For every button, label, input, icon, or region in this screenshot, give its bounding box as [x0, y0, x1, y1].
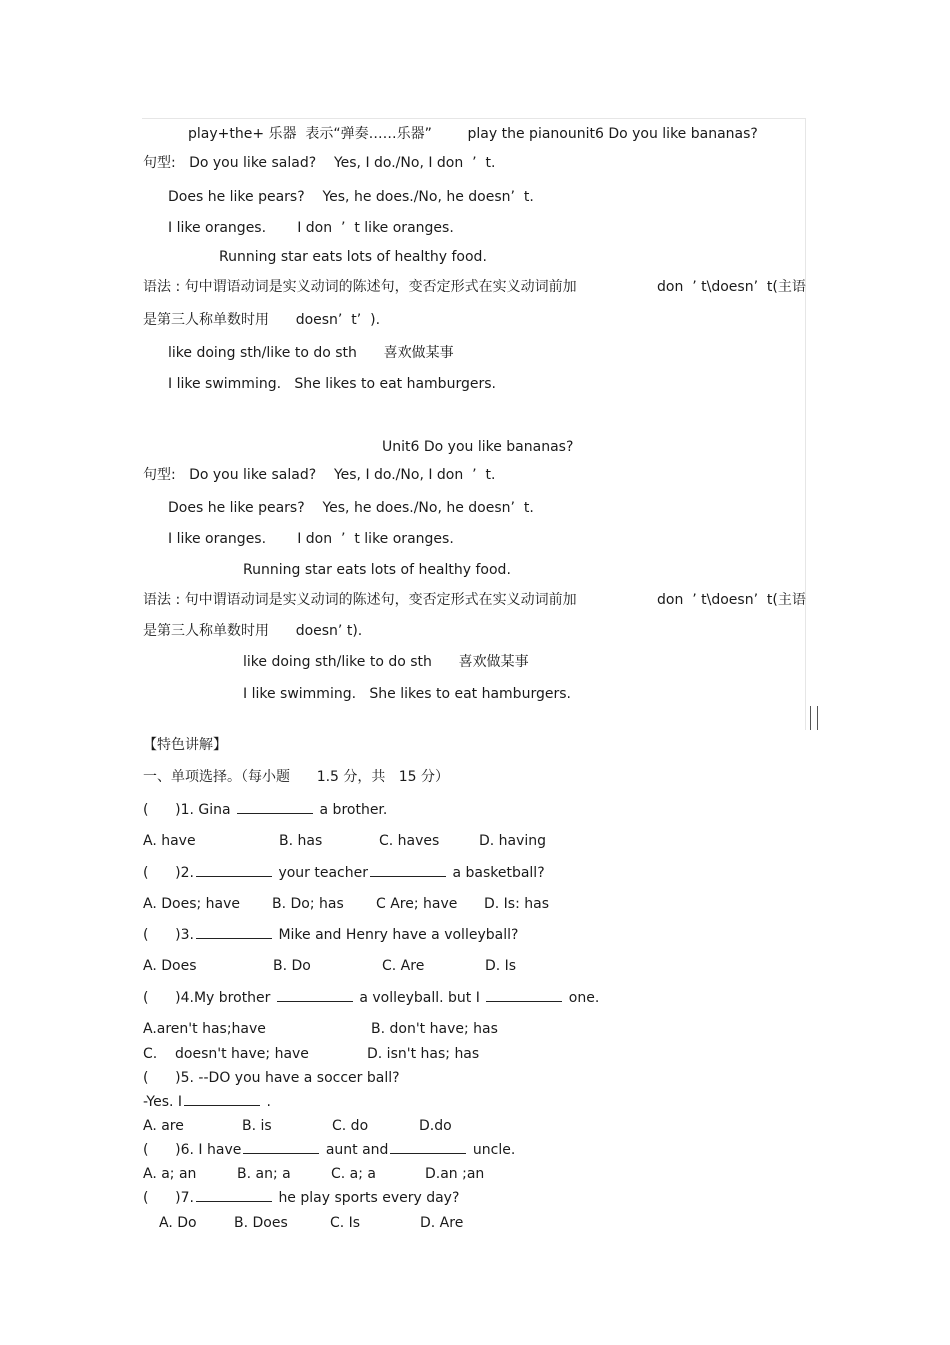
- q3-option-c: C. Are: [382, 958, 425, 974]
- q3-blank[interactable]: [196, 926, 272, 939]
- q6-blank-1[interactable]: [243, 1141, 319, 1154]
- q7-option-a: A. Do: [159, 1215, 197, 1231]
- s2-line-5: Running star eats lots of healthy food.: [243, 562, 511, 578]
- q5-option-a: A. are: [143, 1118, 184, 1134]
- q3-text: ( )3.: [143, 927, 194, 943]
- q4-option-c: C. doesn't have; have: [143, 1046, 309, 1062]
- q2-option-a: A. Does; have: [143, 896, 241, 912]
- q6-text-end: uncle.: [472, 1142, 516, 1158]
- s1-line-9: I like swimming. She likes to eat hamburgers.: [168, 376, 496, 392]
- q6-option-b: B. an; a: [237, 1166, 291, 1182]
- q6-option-c: C. a; a: [331, 1166, 377, 1182]
- q5-blank[interactable]: [184, 1093, 260, 1106]
- s2-grammar-b: don ’ t\doesn’ t(主语: [657, 592, 806, 608]
- q2-blank-2[interactable]: [370, 864, 446, 877]
- q4-blank-1[interactable]: [277, 989, 353, 1002]
- q7-option-d: D. Are: [420, 1215, 464, 1231]
- s2-line-9: I like swimming. She likes to eat hamburgers.: [243, 686, 571, 702]
- exercise-instruction: 一、单项选择。（每小题 1.5 分，共 15 分）: [143, 769, 450, 785]
- q7-text: ( )7.: [143, 1190, 194, 1206]
- q1-text: ( )1. Gina: [143, 802, 231, 818]
- q4-text: ( )4.My brother: [143, 990, 271, 1006]
- s2-grammar-a: 语法 : 句中谓语动词是实义动词的陈述句，变否定形式在实义动词前加: [143, 592, 577, 608]
- q2-text-end: a basketball?: [452, 865, 545, 881]
- s2-sentence-pattern: 句型: Do you like salad? Yes, I do./No, I don ’ t.: [143, 467, 496, 483]
- question-6: [143, 1141, 515, 1159]
- question-7: [143, 1189, 459, 1207]
- question-1: [143, 801, 387, 819]
- question-2: [143, 864, 545, 882]
- q4-option-d: D. isn't has; has: [367, 1046, 480, 1062]
- s1-grammar-a: 语法 : 句中谓语动词是实义动词的陈述句，变否定形式在实义动词前加: [143, 279, 577, 295]
- s1-grammar-b: don ’ t\doesn’ t(主语: [657, 279, 806, 295]
- s1-sentence-pattern: 句型: Do you like salad? Yes, I do./No, I don ’ t.: [143, 155, 496, 171]
- s2-line-3: Does he like pears? Yes, he does./No, he doesn’ t.: [168, 500, 534, 516]
- s2-line-8: like doing sth/like to do sth 喜欢做某事: [243, 654, 529, 670]
- q1-option-d: D. having: [479, 833, 547, 849]
- q2-blank-1[interactable]: [196, 864, 272, 877]
- q5-option-b: B. is: [242, 1118, 272, 1134]
- q3-text-end: Mike and Henry have a volleyball?: [278, 927, 519, 943]
- q5-text: -Yes. I: [143, 1094, 183, 1110]
- q1-option-a: A. have: [143, 833, 196, 849]
- s1-line-4: I like oranges. I don ’ t like oranges.: [168, 220, 454, 236]
- q6-blank-2[interactable]: [390, 1141, 466, 1154]
- q5-option-d: D.do: [419, 1118, 452, 1134]
- s1-line-7: 是第三人称单数时用 doesn’ t’ ).: [143, 312, 381, 328]
- cursor-bracket-icon: [810, 706, 818, 730]
- q1-option-c: C. haves: [379, 833, 440, 849]
- s1-line-5: Running star eats lots of healthy food.: [219, 249, 487, 265]
- q7-blank[interactable]: [196, 1189, 272, 1202]
- s2-line-4: I like oranges. I don ’ t like oranges.: [168, 531, 454, 547]
- exercise-header: 【特色讲解】: [143, 737, 227, 753]
- q7-option-b: B. Does: [234, 1215, 288, 1231]
- q2-text-mid: your teacher: [278, 865, 368, 881]
- question-4: [143, 989, 599, 1007]
- s1-line-3: Does he like pears? Yes, he does./No, he doesn’ t.: [168, 189, 534, 205]
- q7-option-c: C. Is: [330, 1215, 361, 1231]
- q1-blank[interactable]: [237, 801, 313, 814]
- q2-text: ( )2.: [143, 865, 194, 881]
- q5-text-end: .: [266, 1094, 271, 1110]
- s2-line-7: 是第三人称单数时用 doesn’ t).: [143, 623, 363, 639]
- q6-option-d: D.an ;an: [425, 1166, 485, 1182]
- q6-option-a: A. a; an: [143, 1166, 197, 1182]
- q6-text: ( )6. I have: [143, 1142, 242, 1158]
- s1-line-1: play+the+ 乐器 表示“弹奏……乐器” play the pianounit6 Do you like bananas?: [188, 126, 758, 142]
- q4-blank-2[interactable]: [486, 989, 562, 1002]
- q1-text-end: a brother.: [319, 802, 388, 818]
- s1-line-8: like doing sth/like to do sth 喜欢做某事: [168, 345, 454, 361]
- q7-text-end: he play sports every day?: [278, 1190, 460, 1206]
- q4-text-end: one.: [568, 990, 600, 1006]
- q3-option-d: D. Is: [485, 958, 517, 974]
- q3-option-a: A. Does: [143, 958, 197, 974]
- q4-option-b: B. don't have; has: [371, 1021, 498, 1037]
- q2-option-c: C Are; have: [376, 896, 458, 912]
- question-5-answer: [143, 1093, 271, 1111]
- q1-option-b: B. has: [279, 833, 323, 849]
- q6-text-mid: aunt and: [325, 1142, 389, 1158]
- question-3: [143, 926, 518, 944]
- q5-option-c: C. do: [332, 1118, 369, 1134]
- q3-option-b: B. Do: [273, 958, 311, 974]
- question-5: ( )5. --DO you have a soccer ball?: [143, 1070, 400, 1086]
- q4-option-a: A.aren't has;have: [143, 1021, 266, 1037]
- q2-option-b: B. Do; has: [272, 896, 344, 912]
- q2-option-d: D. Is: has: [484, 896, 550, 912]
- q4-text-mid: a volleyball. but I: [359, 990, 480, 1006]
- s2-title: Unit6 Do you like bananas?: [382, 439, 574, 455]
